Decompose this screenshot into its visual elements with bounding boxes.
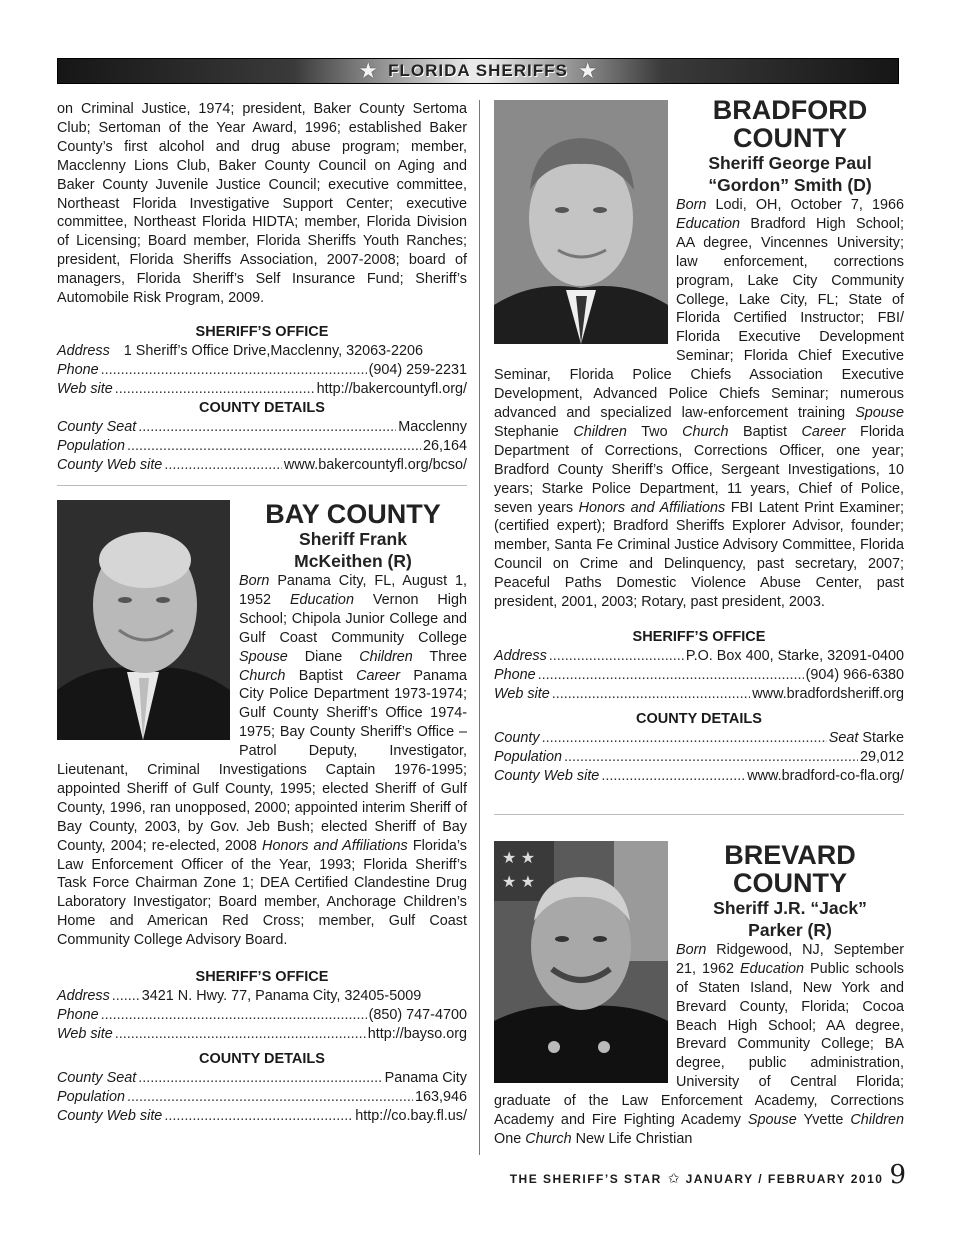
brevard-sheriff-photo bbox=[494, 841, 668, 1083]
bradford-county-web-link[interactable]: www.bradford-co-fla.org/ bbox=[747, 767, 904, 784]
baker-population-row: Population ..... 26,164 bbox=[57, 437, 467, 456]
magazine-name: THE SHERIFF’S STAR bbox=[509, 1172, 662, 1186]
baker-details-heading: COUNTY DETAILS bbox=[199, 399, 325, 416]
bay-county-web-row: County Web site ..... http://co.bay.fl.us/ bbox=[57, 1107, 467, 1126]
bay-phone-row: Phone ..... (850) 747-4700 bbox=[57, 1006, 467, 1025]
bay-address-row: Address ..... 3421 N. Hwy. 77, Panama City, 32405-5009 bbox=[57, 987, 467, 1006]
baker-bio-continued: on Criminal Justice, 1974; president, Baker County Sertoma Club; Sertoman of the Year Award, 1996; established Baker County’s first alcohol and drug abuse program; member, Macclenny Lions Club, Baker County Council on Aging and Baker County Juvenile Justice Council; executive committee, Northeast Florida Investigative Support Center; executive committee, Northeast Florida HIDTA; member, Florida Division of Licensing; Board member, Florida Sheriffs Youth Ranches; president, Florida Sheriffs Association, 2007-2008; board of managers, Florida Sheriff’s Self Insurance Fund; Sheriff’s Automobile Risk Program, 2009. bbox=[57, 101, 467, 307]
bay-office-heading: SHERIFF’S OFFICE bbox=[195, 969, 329, 986]
page-number: 9 bbox=[889, 1160, 906, 1190]
section-rule bbox=[57, 485, 467, 486]
bradford-address-row: Address ..... P.O. Box 400, Starke, 32091-0400 bbox=[494, 647, 904, 666]
brevard-county-title-line2: COUNTY bbox=[733, 867, 847, 898]
baker-phone-row: Phone ..... (904) 259-2231 bbox=[57, 361, 467, 380]
left-column bbox=[57, 100, 467, 1126]
brevard-county-title-line1: BREVARD bbox=[724, 840, 856, 870]
bradford-county-title-line1: BRADFORD bbox=[712, 95, 868, 125]
baker-office-heading: SHERIFF’S OFFICE bbox=[195, 323, 329, 340]
brevard-bio: Born Ridgewood, NJ, September 21, 1962 Education Public schools of Staten Island, New York and Brevard County, Florida; Cocoa Beach High School; AA degree, Brevard Community College; BA degree, public administration, University of Central Florida; graduate of the Law Enforcement Academy, Corrections Academy and Fire Fighting Academy Spouse Yvette Children One Church New Life Christian bbox=[494, 941, 904, 1147]
bradford-sheriff-photo bbox=[494, 100, 668, 344]
bradford-county-web-row: County Web site ..... www.bradford-co-fla.org/ bbox=[494, 767, 904, 786]
bradford-seat-row: County ..... Seat Starke bbox=[494, 729, 904, 748]
star-icon: ★ bbox=[358, 58, 379, 83]
bradford-phone-row: Phone ..... (904) 966-6380 bbox=[494, 666, 904, 685]
bradford-county-profile bbox=[494, 96, 904, 612]
baker-seat-row: County Seat ..... Macclenny bbox=[57, 418, 467, 437]
brevard-county-profile bbox=[494, 841, 904, 1153]
bay-bio: Born Panama City, FL, August 1, 1952 Education Vernon High School; Chipola Junior College and Gulf Coast Community College Spouse Diane Children Three Church Baptist Career Panama City Police Department 1973-1974; Gulf County Sheriff’s Office 1974-1975; Bay County Sheriff’s Office – Patrol Deputy, Investigator, Lieutenant, Criminal Investigations Captain 1976-1995; appointed Sheriff of Gulf County, 1995; elected Sheriff of Gulf County, 1996, ran unopposed, 2000; appointed interim Sheriff of Bay County, 2003, by Gov. Jeb Bush; elected Sheriff of Bay County, 2004; re-elected, 2008 Honors and Affiliations Florida’s Law Enforcement Officer of the Year, 1993; Florida Sheriff’s Task Force Chairman Zone 1; DEA Certified Clandestine Drug Laboratory Investigator; Board member, Anchorage Children’s Home and American Red Cross; member, Gulf Coast Community College Advisory Board. bbox=[57, 572, 468, 949]
bay-county-web-link[interactable]: http://co.bay.fl.us/ bbox=[355, 1108, 467, 1125]
baker-website-row: Web site ..... http://bakercountyfl.org/ bbox=[57, 380, 467, 399]
section-rule bbox=[494, 814, 904, 815]
page-footer bbox=[486, 1160, 906, 1190]
baker-county-web-link[interactable]: www.bakercountyfl.org/bcso/ bbox=[283, 456, 467, 473]
bradford-sheriff-name-line1: Sheriff George Paul bbox=[708, 153, 872, 173]
brevard-sheriff-name-line1: Sheriff J.R. “Jack” bbox=[713, 897, 867, 918]
bradford-website-row: Web site ..... www.bradfordsheriff.org bbox=[494, 685, 904, 704]
section-banner bbox=[57, 58, 899, 84]
svg-text:★ ★: ★ ★ bbox=[502, 873, 536, 891]
bay-details-heading: COUNTY DETAILS bbox=[199, 1051, 325, 1068]
svg-text:★ ★: ★ ★ bbox=[502, 849, 536, 867]
bradford-population-row: Population ..... 29,012 bbox=[494, 748, 904, 767]
bradford-website-link[interactable]: www.bradfordsheriff.org bbox=[752, 685, 904, 702]
bradford-details-heading: COUNTY DETAILS bbox=[636, 710, 762, 727]
star-icon: ★ bbox=[577, 58, 598, 83]
bay-website-row: Web site ..... http://bayso.org bbox=[57, 1025, 467, 1044]
baker-county-web-row: County Web site ..... www.bakercountyfl.org/bcso/ bbox=[57, 456, 467, 475]
baker-address-row: Address 1 Sheriff’s Office Drive,Macclenny, 32063-2206 bbox=[57, 342, 423, 359]
column-divider bbox=[479, 100, 480, 1155]
bay-county-profile bbox=[57, 500, 467, 950]
bay-sheriff-photo bbox=[57, 500, 230, 740]
bay-sheriff-name-line1: Sheriff Frank bbox=[299, 528, 407, 549]
bay-website-link[interactable]: http://bayso.org bbox=[367, 1026, 467, 1043]
bradford-office-heading: SHERIFF’S OFFICE bbox=[632, 628, 766, 645]
baker-website-link[interactable]: http://bakercountyfl.org/ bbox=[316, 380, 467, 397]
brevard-sheriff-name-line2: Parker (R) bbox=[748, 919, 832, 940]
bradford-county-title-line2: COUNTY bbox=[733, 123, 847, 153]
right-column bbox=[494, 96, 904, 1153]
bradford-sheriff-name-line2: “Gordon” Smith (D) bbox=[708, 175, 872, 195]
bay-seat-row: County Seat ..... Panama City bbox=[57, 1069, 467, 1088]
bay-population-row: Population ..... 163,946 bbox=[57, 1088, 467, 1107]
bay-sheriff-name-line2: McKeithen (R) bbox=[294, 550, 412, 571]
bradford-bio: Born Lodi, OH, October 7, 1966 Education Bradford High School; AA degree, Vincennes University; law enforcement, corrections program, Lake City Community College, Lake City, FL; State of Florida Certified Instructor; FBI/ Florida Executive Development Seminar; Florida Chief Executive Seminar, Florida Police Chiefs Association Executive Development, Advanced Police Chiefs Seminar; numerous advanced and specialized law-enforcement training Spouse Stephanie Children Two Church Baptist Career Florida Department of Corrections, Corrections Officer, one year; Bradford County Sheriff’s Office, Sergeant Investigations, 10 years; Starke Police Department, 11 years, Chief of Police, seven years Honors and Affiliations FBI Latent Print Examiner; (certified expert); Bradford Sheriffs Explorer Advisor, founder; member, Santa Fe Criminal Justice Advisory Committee, Florida Council on Crime and Delinquency, past secretary, 2007; Peaceful Paths Domestic Violence Abuse Center, past president, 2001, 2003; Rotary, past president, 2003. bbox=[494, 197, 905, 611]
issue-date: JANUARY / FEBRUARY 2010 bbox=[685, 1172, 884, 1186]
star-outline-icon: ✩ bbox=[667, 1170, 680, 1186]
section-title: FLORIDA SHERIFFS bbox=[388, 61, 568, 80]
bay-county-title: BAY COUNTY bbox=[265, 498, 441, 529]
